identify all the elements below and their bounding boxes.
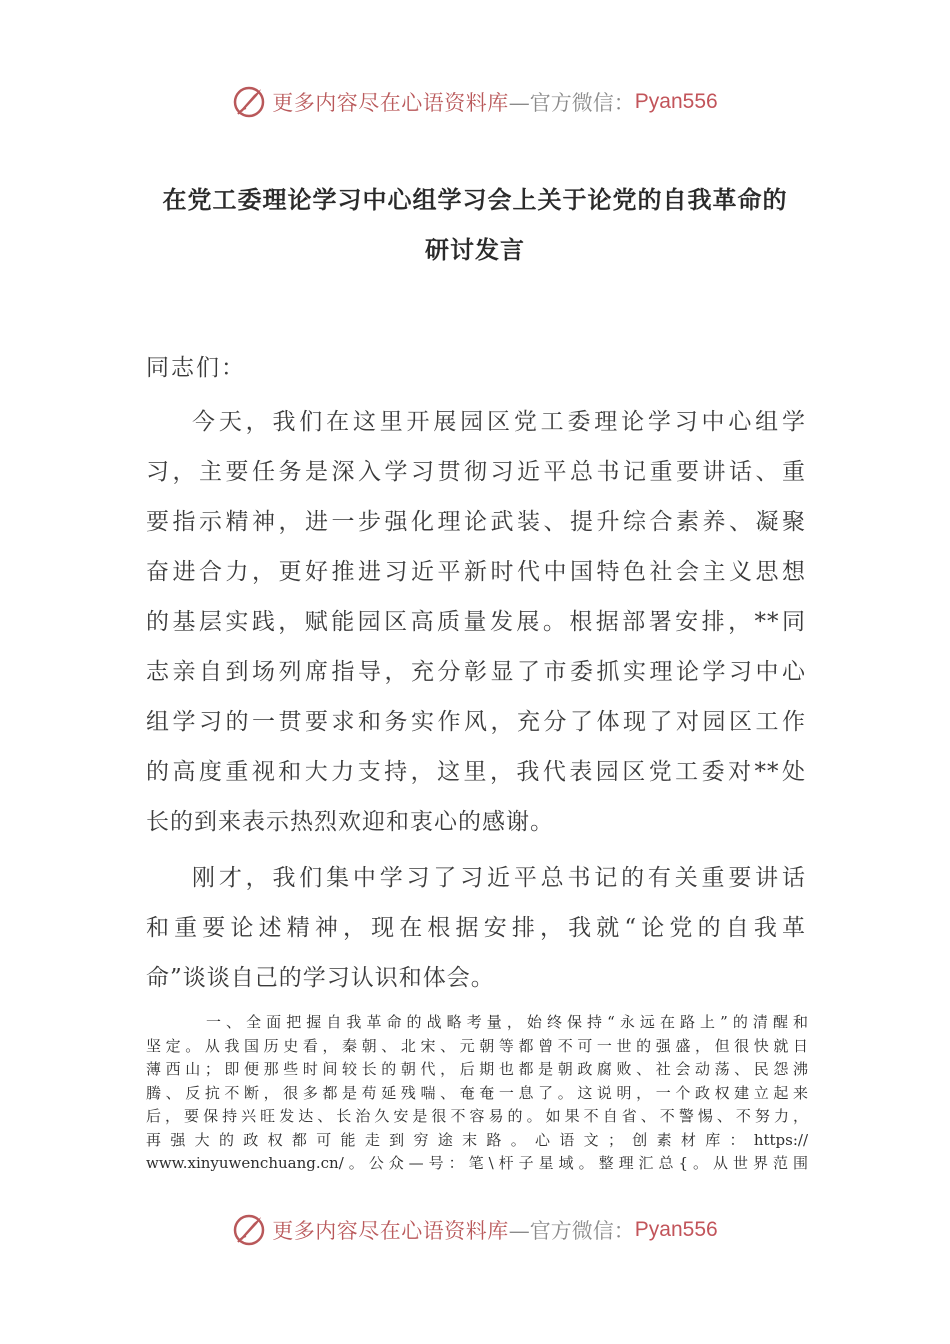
paragraph-line: 和重要论述精神，现在根据安排，我就“论党的自我革 [146,915,806,941]
paragraph-line: 刚才，我们集中学习了习近平总书记的有关重要讲话 [192,865,806,891]
section-line: 腾、反抗不断，很多都是苟延残喘、奄奄一息了。这说明，一个政权建立起来 [146,1083,808,1102]
paragraph-line: 命”谈谈自己的学习认识和体会。 [146,965,495,991]
paragraph-line: 长的到来表示热烈欢迎和衷心的感谢。 [146,809,554,835]
section-1-text [146,1011,808,1176]
document-title-line-2: 研讨发言 [425,235,525,264]
paragraph-line: 今天，我们在这里开展园区党工委理论学习中心组学 [192,409,806,435]
section-line: www.xinyuwenchuang.cn/。公众—号：笔\杆子星域。整理汇总{。从世界范围 [146,1154,808,1172]
quill-pen-logo-icon [232,1213,266,1247]
paragraph-1 [146,397,806,847]
section-line: 一、全面把握自我革命的战略考量，始终保持“永远在路上”的清醒和 [206,1013,808,1031]
section-line: 薄西山；即便那些时间较长的朝代，后期也都是朝政腐败、社会动荡、民怨沸 [146,1060,808,1078]
paragraph-line: 的基层实践，赋能园区高质量发展。根据部署安排，**同 [146,609,806,635]
quill-pen-logo-icon [232,85,266,119]
paragraph-line: 习，主要任务是深入学习贯彻习近平总书记重要讲话、重 [146,459,806,485]
bottom-watermark-banner [0,1210,950,1250]
section-line: 坚定。从我国历史看，秦朝、北宋、元朝等都曾不可一世的强盛，但很快就日 [146,1036,808,1055]
top-watermark-banner [0,82,950,122]
banner-wechat-id: Pyan556 [634,90,718,113]
banner-dash-text: —官方微信： [508,1219,635,1243]
banner-brand-text: 更多内容尽在心语资料库 [272,1219,509,1243]
section-line: 后，要保持兴旺发达、长治久安是很不容易的。如果不自省、不警惕、不努力， [146,1107,808,1125]
banner-brand-text: 更多内容尽在心语资料库 [272,91,509,115]
paragraph-line: 组学习的一贯要求和务实作风，充分了体现了对园区工作 [146,709,806,735]
document-title-line-1: 在党工委理论学习中心组学习会上关于论党的自我革命的 [162,185,788,214]
banner-dash-text: —官方微信： [508,91,635,115]
salutation: 同志们： [146,355,246,381]
banner-wechat-id: Pyan556 [634,1218,718,1241]
paragraph-line: 要指示精神，进一步强化理论武装、提升综合素养、凝聚 [146,509,806,535]
paragraph-line: 的高度重视和大力支持，这里，我代表园区党工委对**处 [146,759,806,785]
paragraph-line: 志亲自到场列席指导，充分彰显了市委抓实理论学习中心 [146,659,806,685]
paragraph-2 [146,853,806,1003]
paragraph-line: 奋进合力，更好推进习近平新时代中国特色社会主义思想 [146,559,806,585]
section-line: 再强大的政权都可能走到穷途末路。心语文；创素材库：https:// [146,1130,808,1149]
